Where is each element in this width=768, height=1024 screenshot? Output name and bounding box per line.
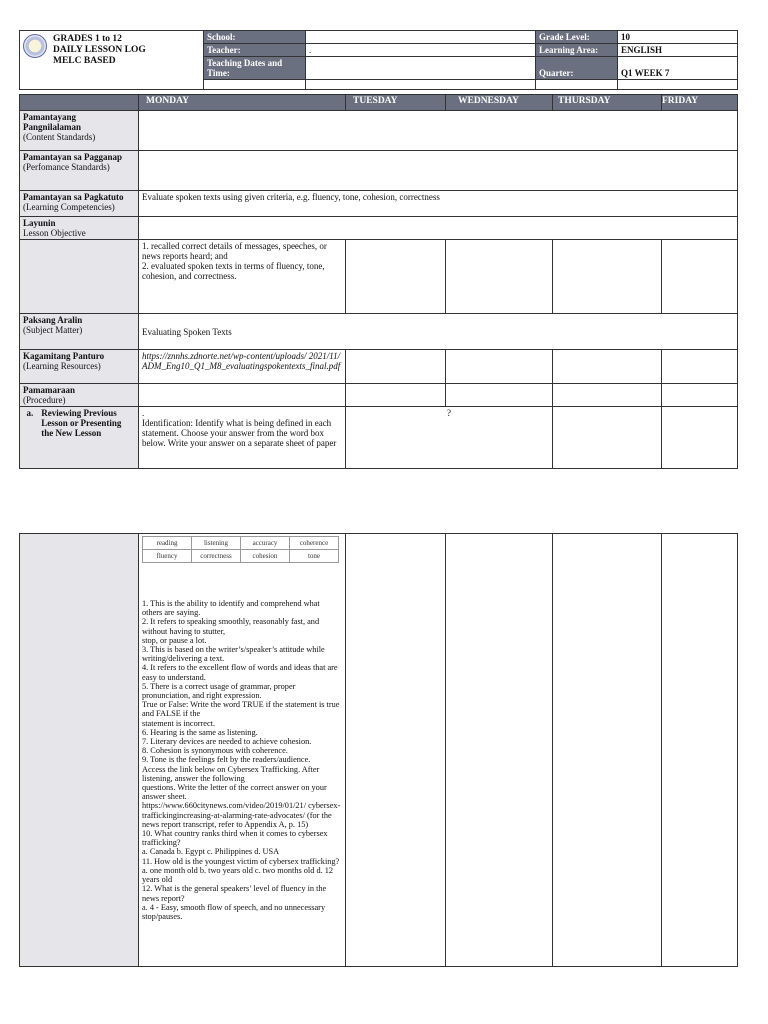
question-line: 3. This is based on the writer’s/speaker’s attitude while writing/delivering a text. (142, 645, 325, 664)
day-header-wednesday: WEDNESDAY (446, 95, 553, 111)
reviewing-title: Reviewing Previous Lesson or Presenting the New Lesson (41, 408, 122, 438)
reviewing-dot: . (142, 408, 145, 418)
learning-resources-label: Kagamitang Panturo (Learning Resources) (20, 350, 139, 384)
objective-1: 1. recalled correct details of messages, speeches, or news reports heard; and (142, 241, 327, 261)
word-box-item: coherence (290, 537, 339, 550)
content-standards-label: Pamantayang Pangnilalaman (Content Standards) (20, 111, 139, 151)
lesson-log-table (19, 94, 738, 469)
header-title-line-2: DAILY LESSON LOG (53, 45, 146, 55)
activity-cell (139, 534, 346, 967)
grade-level-label: Grade Level: (536, 31, 618, 44)
question-line: stop, or pause a lot. (142, 635, 207, 645)
word-box (142, 536, 339, 563)
question-line: 4. It refers to the excellent flow of words and ideas that are easy to understand. (142, 663, 338, 682)
question-line: 5. There is a correct usage of grammar, proper pronunciation, and right expression. (142, 681, 296, 701)
quarter-value: Q1 WEEK 7 (618, 57, 738, 80)
procedure-label: Pamamaraan (Procedure) (20, 384, 139, 407)
header-title-cell (20, 31, 204, 90)
reviewing-label (20, 407, 139, 469)
subject-matter-value: Evaluating Spoken Texts (139, 314, 738, 350)
word-box-item: fluency (143, 550, 192, 563)
school-label: School: (204, 31, 306, 44)
choices-line: a. Canada b. Egypt c. Philippines d. USA (142, 847, 280, 857)
question-line: 2. It refers to speaking smoothly, reasonably fast, and without having to stutter, (142, 617, 320, 636)
competencies-value: Evaluate spoken texts using given criteria, e.g. fluency, tone, cohesion, correctness (139, 191, 738, 217)
objectives-text (139, 240, 346, 314)
instruction-line: statement is incorrect. (142, 718, 216, 728)
objective-value (139, 217, 738, 240)
question-line: 7. Literary devices are needed to achieve cohesion. (142, 737, 312, 747)
objective-2: 2. evaluated spoken texts in terms of fluency, tone, cohesion, and correctness. (142, 261, 325, 281)
instruction-line: questions. Write the letter of the correct answer on your answer sheet. (142, 783, 327, 802)
school-value (306, 31, 536, 44)
grade-level-value: 10 (618, 31, 738, 44)
reviewing-text-cell (139, 407, 346, 469)
reviewing-letter: a. (26, 408, 34, 418)
learning-area-label: Learning Area: (536, 44, 618, 57)
learning-area-value: ENGLISH (618, 44, 738, 57)
competencies-label: Pamantayan sa Pagkatuto (Learning Competencies) (20, 191, 139, 217)
reviewing-text: Identification: Identify what is being defined in each statement. Choose your answer from the word box below. Write your answer on a separate sheet of paper (142, 418, 337, 448)
choices-line: a. 4 - Easy, smooth flow of speech, and no unnecessary stop/pauses. (142, 902, 326, 921)
word-box-item: tone (290, 550, 339, 563)
header-title-line-3: MELC BASED (53, 56, 116, 66)
teaching-dates-label: Teaching Dates and Time: (204, 57, 306, 80)
word-box-item: listening (192, 537, 241, 550)
deped-seal-icon (23, 34, 47, 58)
day-header-monday: MONDAY (139, 95, 346, 111)
question-line: 11. How old is the youngest victim of cybersex trafficking? (142, 856, 340, 866)
performance-standards-label: Pamantayan sa Pagganap (Perfomance Standards) (20, 151, 139, 191)
question-line: 9. Tone is the feelings felt by the readers/audience. (142, 755, 311, 765)
content-standards-value (139, 111, 738, 151)
question-line: 12. What is the general speakers’ level of fluency in the news report? (142, 884, 327, 903)
teacher-label: Teacher: (204, 44, 306, 57)
word-box-item: cohesion (241, 550, 290, 563)
question-line: 10. What country ranks third when it comes to cybersex trafficking? (142, 829, 328, 848)
word-box-item: correctness (192, 550, 241, 563)
quarter-label: Quarter: (536, 57, 618, 80)
day-header-friday: FRIDAY (662, 95, 738, 111)
instruction-line: True or False: Write the word TRUE if the statement is true and FALSE if the (142, 700, 340, 719)
day-header-thursday: THURSDAY (553, 95, 662, 111)
question-line: 8. Cohesion is synonymous with coherence. (142, 746, 288, 756)
teacher-value: . (306, 44, 536, 57)
learning-resources-link[interactable]: https://znnhs.zdnorte.net/wp-content/uploads/ 2021/11/ ADM_Eng10_Q1_M8_evaluatingspokentexts_final.pdf (139, 350, 346, 384)
news-link[interactable]: https://www.660citynews.com/video/2019/01/21/ cybersex-traffickingincreasing-at-alarming-rate-advocates/ (for the news report transcript, refer to Appendix A, p. 15) (142, 801, 341, 829)
header-table (19, 30, 738, 90)
instruction-line: Access the link below on Cybersex Trafficking. After listening, answer the following (142, 764, 320, 783)
header-title-line-1: GRADES 1 to 12 (53, 34, 122, 44)
performance-standards-value (139, 151, 738, 191)
question-line: 1. This is the ability to identify and comprehend what others are saying. (142, 599, 320, 618)
word-box-item: accuracy (241, 537, 290, 550)
subject-matter-label: Paksang Aralin (Subject Matter) (20, 314, 139, 350)
choices-line: a. one month old b. two years old c. two months old d. 12 years old (142, 865, 334, 885)
teaching-dates-value (306, 57, 536, 80)
word-box-item: reading (143, 537, 192, 550)
reviewing-question-mark: ? (346, 407, 553, 469)
objective-label: Layunin Lesson Objective (20, 217, 139, 240)
question-line: 6. Hearing is the same as listening. (142, 727, 258, 737)
day-header-tuesday: TUESDAY (346, 95, 446, 111)
lesson-log-table-continued (19, 533, 738, 967)
